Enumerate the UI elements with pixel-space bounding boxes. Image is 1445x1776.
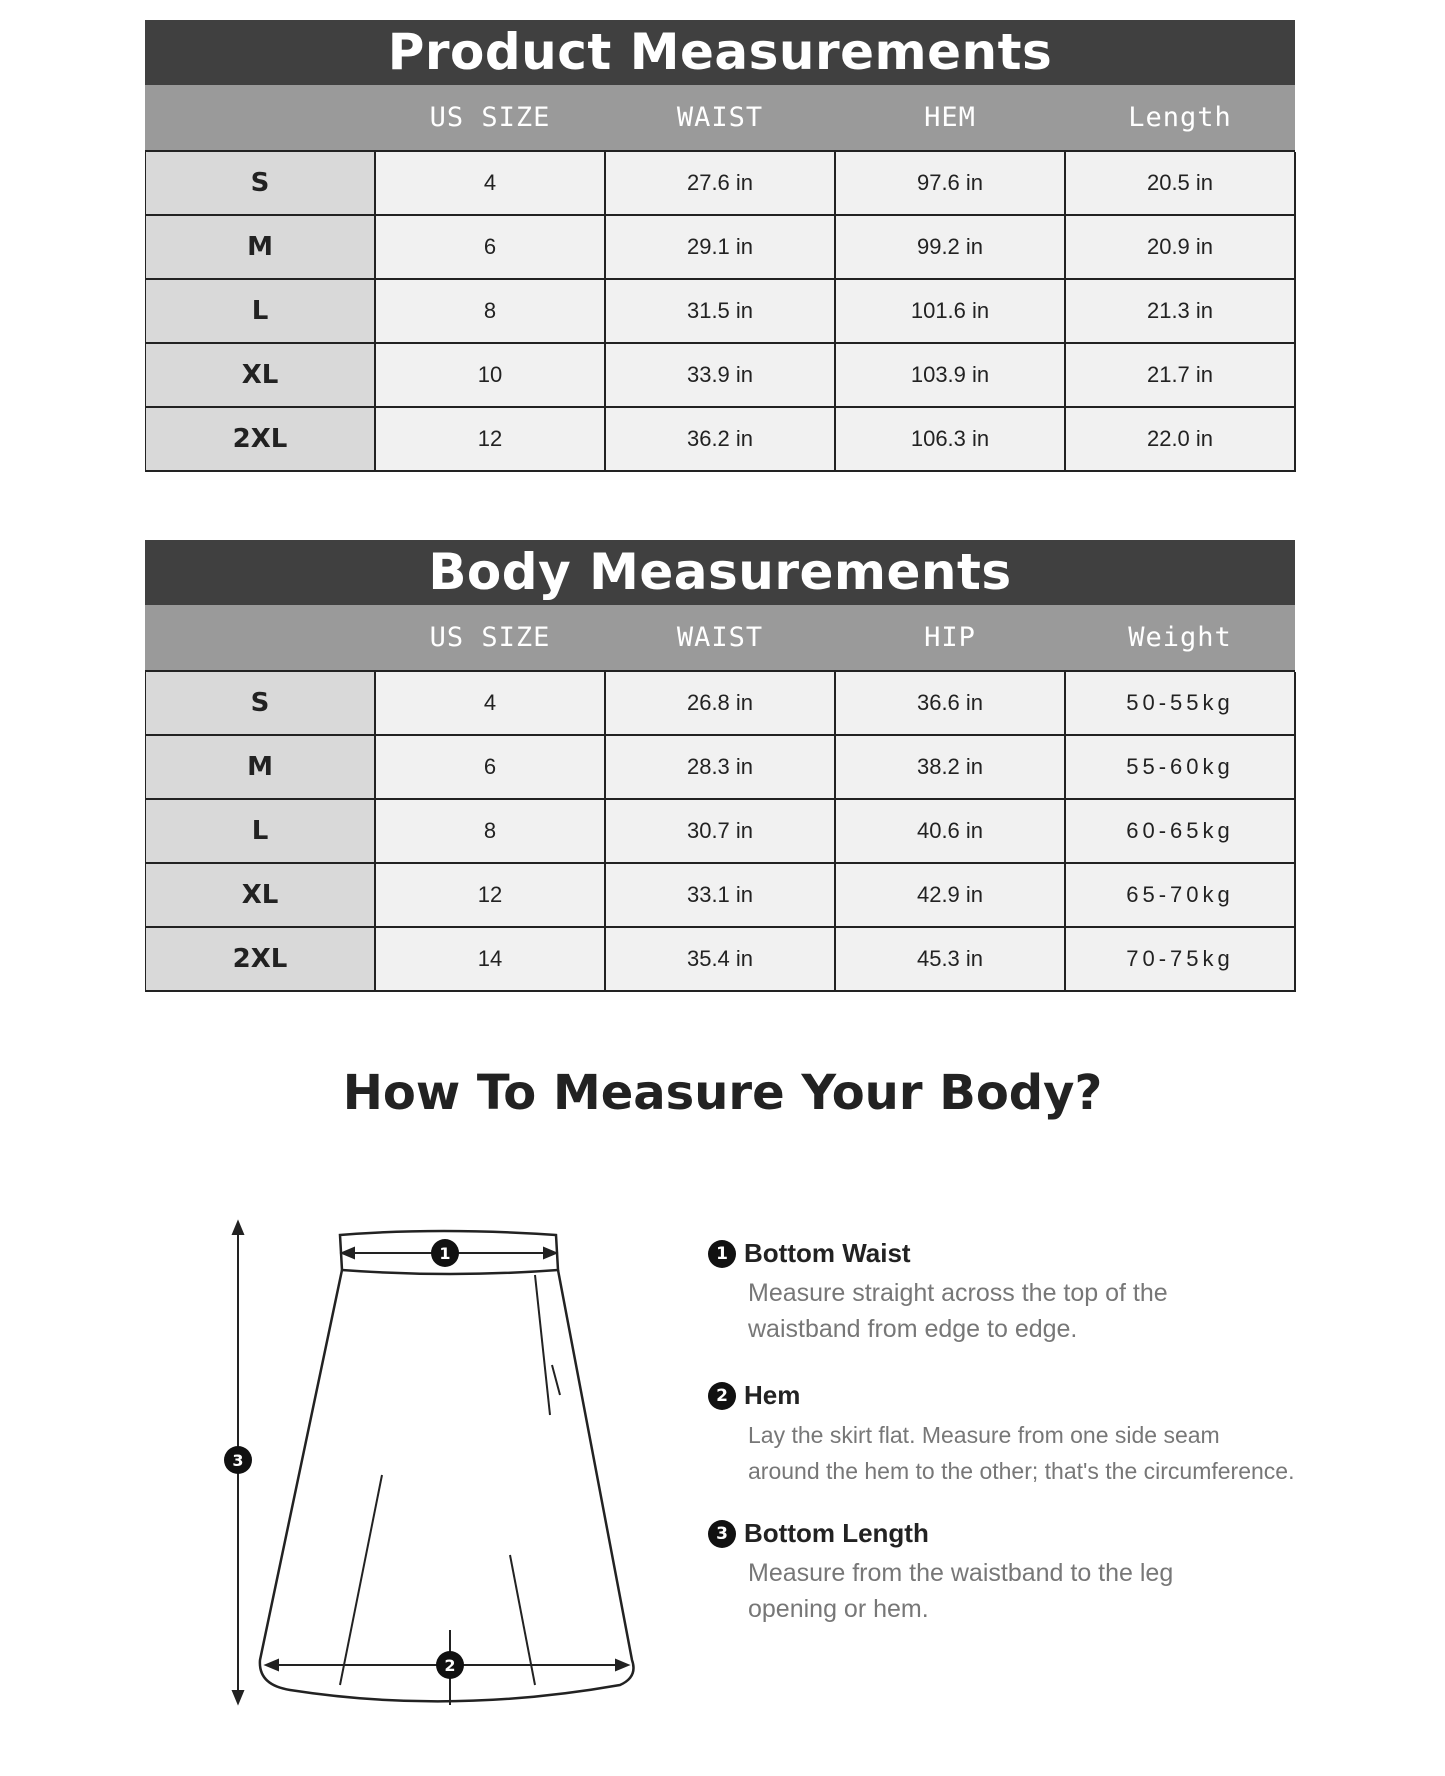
length-cell: 20.5 in [1066,152,1296,216]
body-measurements-table [145,540,1295,992]
product-header-row [145,85,1295,150]
weight-cell: 50-55kg [1066,672,1296,736]
skirt-body-outline [260,1270,634,1701]
hip-cell: 36.6 in [836,672,1066,736]
instruction-text [748,1417,1368,1489]
weight-cell: 55-60kg [1066,736,1296,800]
waist-cell: 28.3 in [606,736,836,800]
table-row [146,672,1295,736]
us-size-cell: 12 [376,408,606,472]
table-row [146,216,1295,280]
product-table-body [145,150,1295,472]
instruction-line: opening or hem. [748,1595,929,1623]
header-waist: WAIST [676,102,764,133]
header-us-size: US SIZE [429,102,551,133]
size-label: M [146,216,376,280]
table-row [146,280,1295,344]
length-cell: 21.7 in [1066,344,1296,408]
svg-text:3: 3 [232,1451,244,1470]
weight-cell: 60-65kg [1066,800,1296,864]
size-label: M [146,736,376,800]
marker-1 [431,1239,459,1267]
header-waist: WAIST [676,622,764,653]
product-table-title: Product Measurements [145,20,1295,85]
waist-cell: 29.1 in [606,216,836,280]
instruction-line: Measure straight across the top of the [748,1279,1168,1307]
size-label: XL [146,864,376,928]
instruction-text [748,1555,1308,1627]
header-hip: HIP [924,622,976,653]
hip-cell: 40.6 in [836,800,1066,864]
header-weight: Weight [1128,622,1232,653]
instruction-title: Bottom Length [744,1518,929,1548]
marker-2 [436,1651,464,1679]
instruction-hem [708,1380,1368,1489]
number-badge-icon: 1 [708,1240,736,1268]
hip-cell: 38.2 in [836,736,1066,800]
marker-3 [224,1446,252,1474]
length-cell: 22.0 in [1066,408,1296,472]
waist-cell: 33.1 in [606,864,836,928]
length-cell: 21.3 in [1066,280,1296,344]
hem-cell: 97.6 in [836,152,1066,216]
us-size-cell: 12 [376,864,606,928]
weight-cell: 70-75kg [1066,928,1296,992]
size-label: L [146,280,376,344]
waist-cell: 26.8 in [606,672,836,736]
instruction-title: Hem [744,1380,801,1410]
number-badge-icon: 2 [708,1382,736,1410]
instruction-line: Lay the skirt flat. Measure from one side seam [748,1422,1220,1448]
svg-text:1: 1 [439,1244,451,1263]
product-measurements-table [145,20,1295,472]
us-size-cell: 6 [376,736,606,800]
instruction-line: waistband from edge to edge. [748,1315,1078,1343]
hip-cell: 42.9 in [836,864,1066,928]
skirt-diagram [200,1215,660,1715]
waist-cell: 31.5 in [606,280,836,344]
us-size-cell: 4 [376,152,606,216]
header-length: Length [1128,102,1232,133]
weight-cell: 65-70kg [1066,864,1296,928]
size-label: 2XL [146,928,376,992]
table-row [146,152,1295,216]
length-cell: 20.9 in [1066,216,1296,280]
us-size-cell: 4 [376,672,606,736]
waist-cell: 27.6 in [606,152,836,216]
instruction-heading [708,1380,1368,1411]
instruction-bottom-waist [708,1238,1308,1347]
us-size-cell: 10 [376,344,606,408]
table-row [146,800,1295,864]
size-label: S [146,152,376,216]
instruction-bottom-length [708,1518,1308,1627]
hem-cell: 106.3 in [836,408,1066,472]
size-label: L [146,800,376,864]
us-size-cell: 14 [376,928,606,992]
header-us-size: US SIZE [429,622,551,653]
instruction-heading [708,1518,1308,1549]
table-row [146,736,1295,800]
us-size-cell: 6 [376,216,606,280]
hip-cell: 45.3 in [836,928,1066,992]
header-blank [145,85,375,150]
table-row [146,344,1295,408]
waist-cell: 30.7 in [606,800,836,864]
header-hem: HEM [924,102,976,133]
table-row [146,408,1295,472]
us-size-cell: 8 [376,800,606,864]
instruction-line: around the hem to the other; that's the circumference. [748,1458,1295,1484]
instruction-text [748,1275,1308,1347]
table-row [146,864,1295,928]
number-badge-icon: 3 [708,1520,736,1548]
waist-cell: 33.9 in [606,344,836,408]
size-label: S [146,672,376,736]
waist-cell: 35.4 in [606,928,836,992]
instruction-title: Bottom Waist [744,1238,911,1268]
us-size-cell: 8 [376,280,606,344]
body-header-row [145,605,1295,670]
how-to-measure-title: How To Measure Your Body? [342,1065,1103,1121]
instruction-line: Measure from the waistband to the leg [748,1559,1174,1587]
hem-cell: 99.2 in [836,216,1066,280]
body-table-body [145,670,1295,992]
svg-text:2: 2 [444,1656,456,1675]
hem-cell: 101.6 in [836,280,1066,344]
fold-lines [340,1275,560,1685]
waist-cell: 36.2 in [606,408,836,472]
hem-cell: 103.9 in [836,344,1066,408]
size-label: 2XL [146,408,376,472]
body-table-title: Body Measurements [145,540,1295,605]
instruction-heading [708,1238,1308,1269]
table-row [146,928,1295,992]
header-blank [145,605,375,670]
size-label: XL [146,344,376,408]
